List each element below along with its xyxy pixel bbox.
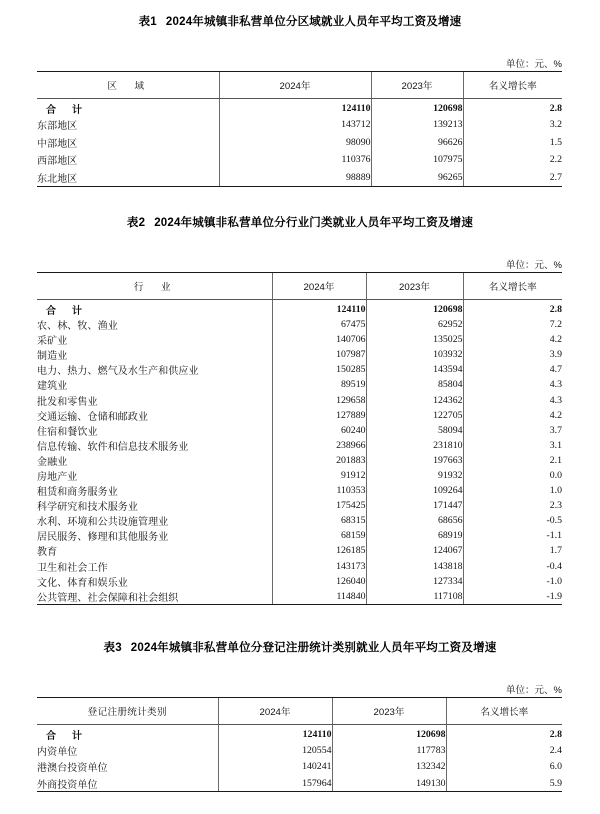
row-label: 教育 <box>37 547 58 559</box>
table-row <box>37 543 562 558</box>
cell-2024: 98090 <box>219 134 371 152</box>
cell-growth: 2.8 <box>446 725 562 743</box>
row-label: 租赁和商务服务业 <box>37 487 118 499</box>
cell-growth: 3.9 <box>463 347 562 362</box>
table-row <box>37 377 562 392</box>
table-1-col-2023: 2023年 <box>371 72 463 99</box>
cell-growth: 1.7 <box>463 543 562 558</box>
cell-2023: 117108 <box>366 589 463 605</box>
cell-growth: -1.1 <box>463 528 562 543</box>
cell-2023: 120698 <box>366 300 463 318</box>
row-label: 合 计 <box>46 105 85 116</box>
table-1-body <box>37 99 562 187</box>
table-row <box>37 453 562 468</box>
row-label: 金融业 <box>37 456 68 468</box>
cell-2024: 126185 <box>272 543 366 558</box>
cell-growth: 2.3 <box>463 498 562 513</box>
cell-2023: 171447 <box>366 498 463 513</box>
table-row <box>37 169 562 187</box>
table-row <box>37 742 562 759</box>
table-2-title-text: 2024年城镇非私营单位分行业门类就业人员年平均工资及增速 <box>154 217 474 229</box>
cell-2024: 114840 <box>272 589 366 605</box>
cell-growth: 1.0 <box>463 483 562 498</box>
cell-2024: 126040 <box>272 574 366 589</box>
table-row <box>37 392 562 407</box>
table-2-number: 表2 <box>126 217 146 229</box>
cell-growth: 3.1 <box>463 438 562 453</box>
table-row <box>37 725 562 743</box>
table-row <box>37 317 562 332</box>
table-3-body <box>37 725 562 792</box>
row-label: 文化、体育和娱乐业 <box>37 577 128 589</box>
cell-growth: 4.2 <box>463 408 562 423</box>
row-label: 合 计 <box>46 731 85 742</box>
row-label: 卫生和社会工作 <box>37 562 108 574</box>
cell-growth: 2.8 <box>463 99 562 117</box>
cell-2023: 68656 <box>366 513 463 528</box>
table-row <box>37 759 562 776</box>
table-row <box>37 332 562 347</box>
row-label: 港澳台投资单位 <box>37 763 108 775</box>
cell-2023: 139213 <box>371 116 463 134</box>
cell-growth: 0.0 <box>463 468 562 483</box>
cell-growth: 4.2 <box>463 332 562 347</box>
cell-growth: 3.7 <box>463 423 562 438</box>
cell-growth: -0.4 <box>463 559 562 574</box>
cell-growth: 3.2 <box>463 116 562 134</box>
cell-growth: 7.2 <box>463 317 562 332</box>
cell-growth: -1.9 <box>463 589 562 605</box>
cell-growth: 2.2 <box>463 151 562 169</box>
table-3-title <box>0 640 600 656</box>
table-row <box>37 362 562 377</box>
cell-2023: 122705 <box>366 408 463 423</box>
table-3-title-text: 2024年城镇非私营单位分登记注册统计类别就业人员年平均工资及增速 <box>130 642 497 654</box>
table-row <box>37 559 562 574</box>
cell-2023: 91932 <box>366 468 463 483</box>
row-label: 水利、环境和公共设施管理业 <box>37 517 169 529</box>
row-label: 制造业 <box>37 351 68 363</box>
table-2-body <box>37 300 562 605</box>
row-label: 科学研究和技术服务业 <box>37 502 138 514</box>
cell-2023: 62952 <box>366 317 463 332</box>
cell-2023: 143594 <box>366 362 463 377</box>
row-label: 公共管理、社会保障和社会组织 <box>37 589 272 605</box>
table-row <box>37 528 562 543</box>
table-3-col-2024: 2024年 <box>218 698 332 725</box>
cell-2024: 68159 <box>272 528 366 543</box>
row-label: 内资单位 <box>37 746 78 758</box>
cell-2024: 91912 <box>272 468 366 483</box>
cell-growth: 4.3 <box>463 377 562 392</box>
table-1-header-row <box>37 72 562 99</box>
table-2-col-2023: 2023年 <box>366 273 463 300</box>
cell-2023: 117783 <box>332 742 446 759</box>
table-row <box>37 468 562 483</box>
cell-2023: 127334 <box>366 574 463 589</box>
cell-2024: 129658 <box>272 392 366 407</box>
table-row <box>37 134 562 152</box>
table-row <box>37 423 562 438</box>
cell-2024: 89519 <box>272 377 366 392</box>
table-row <box>37 347 562 362</box>
cell-growth: 5.9 <box>446 775 562 792</box>
table-row <box>37 438 562 453</box>
table-2-col-industry: 行 业 <box>37 273 272 300</box>
table-row <box>37 300 562 318</box>
cell-2024: 60240 <box>272 423 366 438</box>
cell-growth: 1.5 <box>463 134 562 152</box>
cell-growth: 4.3 <box>463 392 562 407</box>
cell-2024: 98889 <box>219 169 371 187</box>
cell-2024: 143712 <box>219 116 371 134</box>
cell-2023: 197663 <box>366 453 463 468</box>
table-row <box>37 498 562 513</box>
table-1-unit-note: 单位：元、% <box>506 59 562 70</box>
cell-2024: 140241 <box>218 759 332 776</box>
table-block-2 <box>0 215 600 605</box>
row-label: 建筑业 <box>37 381 68 393</box>
table-block-3 <box>0 640 600 792</box>
table-2-title <box>0 215 600 231</box>
table-1-number: 表1 <box>138 16 157 28</box>
cell-growth: 2.7 <box>463 169 562 187</box>
cell-2023: 96265 <box>371 169 463 187</box>
table-row <box>37 589 562 605</box>
cell-2023: 135025 <box>366 332 463 347</box>
cell-2024: 120554 <box>218 742 332 759</box>
cell-2023: 96626 <box>371 134 463 152</box>
table-3-col-2023: 2023年 <box>332 698 446 725</box>
cell-2023: 58094 <box>366 423 463 438</box>
row-label: 电力、热力、燃气及水生产和供应业 <box>37 366 199 378</box>
table-2-unit-note: 单位：元、% <box>506 260 562 271</box>
cell-2024: 124110 <box>219 99 371 117</box>
table-row <box>37 574 562 589</box>
cell-2023: 103932 <box>366 347 463 362</box>
row-label: 西部地区 <box>37 156 78 168</box>
cell-growth: 4.7 <box>463 362 562 377</box>
cell-2024: 124110 <box>272 300 366 318</box>
table-row <box>37 483 562 498</box>
table-3-col-category: 登记注册统计类别 <box>37 698 218 725</box>
cell-2024: 127889 <box>272 408 366 423</box>
cell-2024: 67475 <box>272 317 366 332</box>
table-row <box>37 99 562 117</box>
table-row <box>37 775 562 792</box>
table-block-1 <box>0 14 600 187</box>
row-label: 外商投资单位 <box>37 775 218 792</box>
cell-2024: 150285 <box>272 362 366 377</box>
table-3 <box>37 697 562 792</box>
table-3-col-growth: 名义增长率 <box>446 698 562 725</box>
table-3-unit-note: 单位：元、% <box>506 685 562 696</box>
table-2-col-growth: 名义增长率 <box>463 273 562 300</box>
table-1-col-growth: 名义增长率 <box>463 72 562 99</box>
cell-2024: 110376 <box>219 151 371 169</box>
cell-2023: 124362 <box>366 392 463 407</box>
row-label: 东部地区 <box>37 121 78 133</box>
row-label: 房地产业 <box>37 471 78 483</box>
cell-growth: 2.8 <box>463 300 562 318</box>
row-label: 采矿业 <box>37 336 68 348</box>
table-1-col-2024: 2024年 <box>219 72 371 99</box>
row-label: 合 计 <box>46 306 85 317</box>
row-label: 居民服务、修理和其他服务业 <box>37 532 169 544</box>
cell-2024: 143173 <box>272 559 366 574</box>
cell-2023: 149130 <box>332 775 446 792</box>
table-2-col-2024: 2024年 <box>272 273 366 300</box>
cell-2024: 110353 <box>272 483 366 498</box>
table-row <box>37 513 562 528</box>
table-3-header-row <box>37 698 562 725</box>
table-1-title <box>0 14 600 30</box>
table-row <box>37 408 562 423</box>
cell-2023: 68919 <box>366 528 463 543</box>
cell-2023: 132342 <box>332 759 446 776</box>
table-row <box>37 116 562 134</box>
cell-2023: 85804 <box>366 377 463 392</box>
cell-2023: 107975 <box>371 151 463 169</box>
cell-2023: 124067 <box>366 543 463 558</box>
cell-2024: 201883 <box>272 453 366 468</box>
table-3-number: 表3 <box>103 642 122 654</box>
row-label: 批发和零售业 <box>37 396 98 408</box>
table-1-title-text: 2024年城镇非私营单位分区域就业人员年平均工资及增速 <box>165 16 462 28</box>
cell-growth: -0.5 <box>463 513 562 528</box>
table-1 <box>37 71 562 187</box>
cell-2024: 124110 <box>218 725 332 743</box>
cell-2024: 68315 <box>272 513 366 528</box>
row-label: 住宿和餐饮业 <box>37 426 98 438</box>
cell-growth: 2.1 <box>463 453 562 468</box>
table-1-col-region: 区 域 <box>37 72 219 99</box>
cell-2023: 120698 <box>332 725 446 743</box>
table-row <box>37 151 562 169</box>
cell-2023: 109264 <box>366 483 463 498</box>
cell-2024: 140706 <box>272 332 366 347</box>
cell-growth: 2.4 <box>446 742 562 759</box>
row-label: 信息传输、软件和信息技术服务业 <box>37 441 189 453</box>
cell-2023: 120698 <box>371 99 463 117</box>
cell-2024: 238966 <box>272 438 366 453</box>
cell-2024: 107987 <box>272 347 366 362</box>
cell-2024: 175425 <box>272 498 366 513</box>
row-label: 东北地区 <box>37 169 219 187</box>
cell-2023: 231810 <box>366 438 463 453</box>
row-label: 农、林、牧、渔业 <box>37 321 118 333</box>
cell-growth: 6.0 <box>446 759 562 776</box>
cell-2024: 157964 <box>218 775 332 792</box>
cell-2023: 143818 <box>366 559 463 574</box>
table-2 <box>37 272 562 605</box>
row-label: 中部地区 <box>37 138 78 150</box>
cell-growth: -1.0 <box>463 574 562 589</box>
row-label: 交通运输、仓储和邮政业 <box>37 411 149 423</box>
table-2-header-row <box>37 273 562 300</box>
